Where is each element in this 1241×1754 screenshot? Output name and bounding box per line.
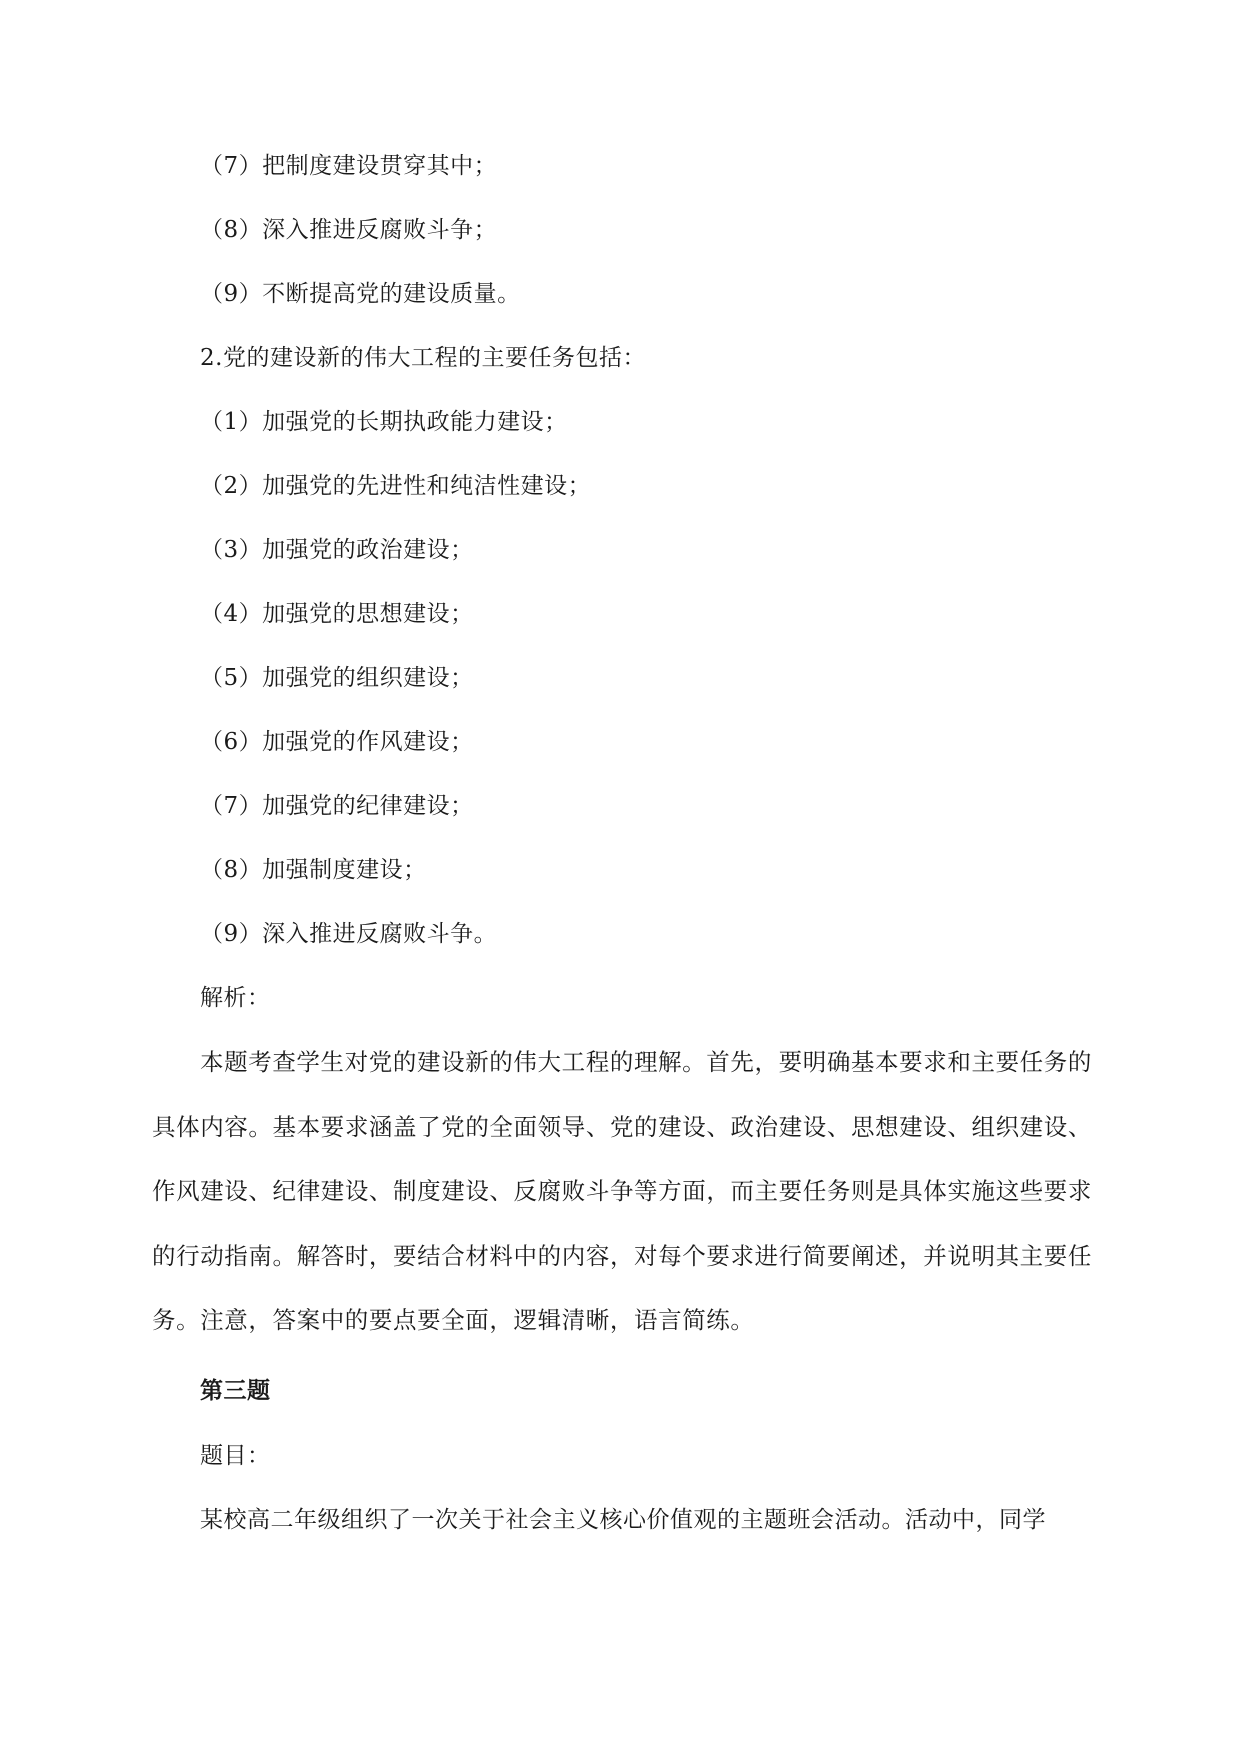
task-item-3: （3）加强党的政治建设； [200,537,474,563]
section-title: 第三题 [200,1377,271,1404]
task-item-5: （5）加强党的组织建设； [200,665,474,691]
main-tasks-heading: 2.党的建设新的伟大工程的主要任务包括： [200,345,646,371]
task-item-4: （4）加强党的思想建设； [200,601,474,627]
task-item-6: （6）加强党的作风建设； [200,729,474,755]
analysis-paragraph: 本题考查学生对党的建设新的伟大工程的理解。首先，要明确基本要求和主要任务的具体内容。基本要求涵盖了党的全面领导、党的建设、政治建设、思想建设、组织建设、作风建设、纪律建设、制度建设、反腐败斗争等方面，而主要任务则是具体实施这些要求的行动指南。解答时，要结合材料中的内容，对每个要求进行简要阐述，并说明其主要任务。注意，答案中的要点要全面，逻辑清晰，语言简练。 [152,1048,1092,1334]
task-item-7: （7）加强党的纪律建设； [200,793,474,819]
requirement-item-9: （9）不断提高党的建设质量。 [200,281,521,307]
task-item-8: （8）加强制度建设； [200,857,427,883]
task-item-1: （1）加强党的长期执政能力建设； [200,409,568,435]
task-item-9: （9）深入推进反腐败斗争。 [200,921,498,947]
requirement-item-8: （8）深入推进反腐败斗争； [200,217,498,243]
question-label: 题目： [200,1443,271,1469]
requirement-item-7: （7）把制度建设贯穿其中； [200,153,498,179]
analysis-label: 解析： [200,985,271,1011]
task-item-2: （2）加强党的先进性和纯洁性建设； [200,473,592,499]
question-text: 某校高二年级组织了一次关于社会主义核心价值观的主题班会活动。活动中，同学 [200,1507,1046,1533]
